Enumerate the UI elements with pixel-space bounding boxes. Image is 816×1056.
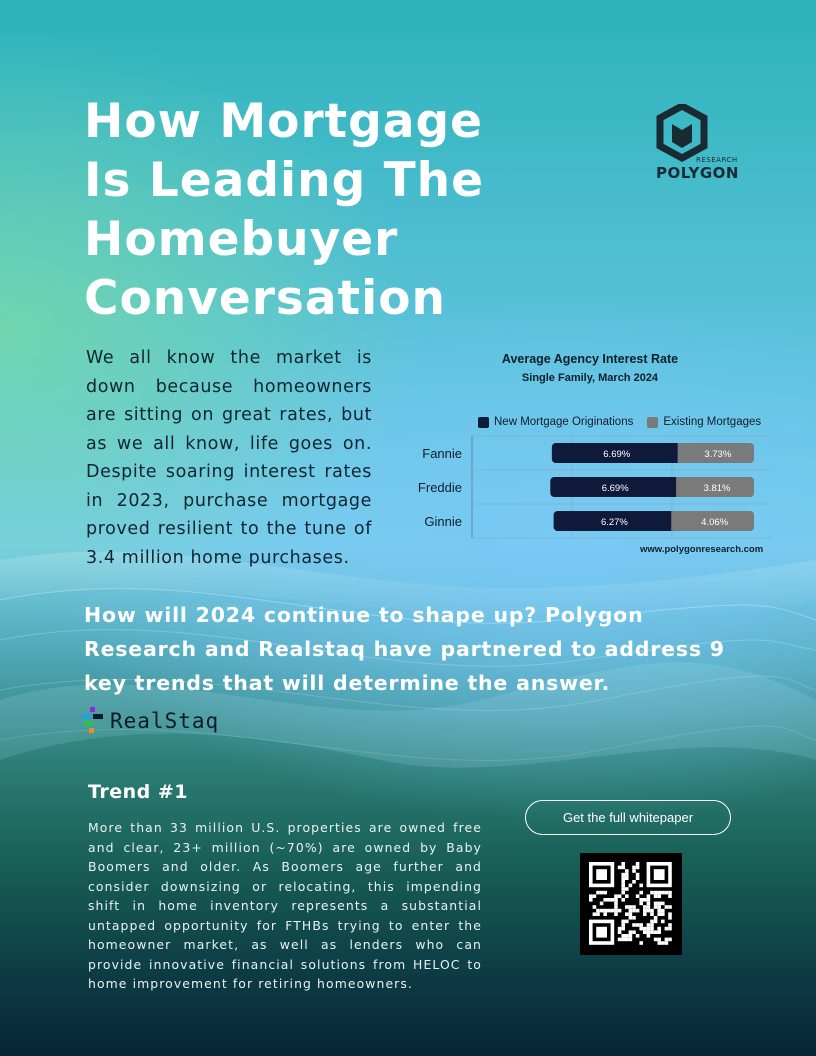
qr-module — [668, 894, 672, 898]
qr-module — [643, 909, 647, 913]
chart-plot — [404, 344, 804, 544]
qr-module — [643, 912, 647, 916]
qr-module — [629, 909, 633, 913]
qr-module — [614, 905, 618, 909]
qr-module — [654, 891, 658, 895]
qr-module — [639, 891, 643, 895]
qr-module — [654, 869, 665, 880]
qr-module — [636, 923, 640, 927]
qr-module — [665, 938, 669, 942]
qr-module — [657, 909, 661, 913]
interest-rate-chart — [404, 344, 804, 564]
qr-module — [647, 894, 651, 898]
qr-module — [661, 891, 665, 895]
qr-module — [632, 905, 636, 909]
get-whitepaper-button[interactable]: Get the full whitepaper — [525, 800, 731, 835]
qr-module — [657, 912, 661, 916]
qr-module — [650, 927, 654, 931]
qr-module — [650, 891, 654, 895]
qr-module — [657, 902, 661, 906]
qr-module — [621, 887, 625, 891]
qr-module — [607, 898, 611, 902]
trend-title: Trend #1 — [88, 781, 189, 803]
chart-category-label: Ginnie — [424, 514, 462, 529]
qr-module — [668, 927, 672, 931]
polygon-logo — [648, 104, 748, 184]
qr-module — [629, 884, 633, 888]
qr-module — [647, 905, 651, 909]
qr-module — [657, 894, 661, 898]
qr-module — [593, 894, 597, 898]
qr-module — [618, 927, 622, 931]
qr-module — [589, 898, 593, 902]
qr-module — [639, 927, 643, 931]
chart-title: Average Agency Interest Rate — [501, 352, 679, 366]
qr-module — [607, 909, 611, 913]
qr-module — [629, 916, 633, 920]
qr-module — [657, 938, 661, 942]
qr-module — [650, 912, 654, 916]
realstaq-mark-icon — [82, 707, 104, 735]
qr-module — [639, 898, 643, 902]
qr-module — [614, 912, 618, 916]
qr-module — [668, 923, 672, 927]
qr-module — [603, 912, 607, 916]
bar-join — [678, 443, 686, 463]
qr-module — [596, 927, 607, 938]
qr-module — [618, 938, 622, 942]
qr-module — [639, 923, 643, 927]
qr-module — [650, 923, 654, 927]
qr-module — [647, 934, 651, 938]
qr-module — [668, 938, 672, 942]
qr-module — [625, 887, 629, 891]
trend-body: More than 33 million U.S. properties are owned free and clear, 23+ million (~70%) are owned by Baby Boomers and older. As Boomers age further and consider downsizing or relocating, this impending shift in home inventory represents a substantial untapped opportunity for FTHBs trying to enter the homeowner market, as well as lenders who can provide innovative financial solutions from HELOC to home improvement for retiring homeowners. — [88, 820, 482, 991]
qr-module — [654, 920, 658, 924]
qr-module — [625, 934, 629, 938]
qr-module — [621, 866, 625, 870]
qr-module — [621, 934, 625, 938]
qr-module — [603, 891, 607, 895]
qr-module — [632, 909, 636, 913]
qr-module — [632, 916, 636, 920]
qr-module — [661, 912, 665, 916]
qr-module — [629, 938, 633, 942]
qr-module — [665, 905, 669, 909]
qr-module — [654, 894, 658, 898]
qr-module — [600, 891, 604, 895]
chart-source: www.polygonresearch.com — [640, 544, 764, 555]
data-label-existing: 4.06% — [701, 517, 729, 528]
qr-module — [632, 923, 636, 927]
logo-name: POLYGON — [656, 164, 739, 182]
qr-module — [647, 902, 651, 906]
data-label-existing: 3.73% — [704, 449, 732, 460]
qr-module — [625, 869, 629, 873]
qr-module — [668, 912, 672, 916]
qr-module — [657, 941, 661, 945]
qr-module — [643, 905, 647, 909]
headline: How will 2024 continue to shape up? Polygon Research and Realstaq have partnered to address 9 key trends that will determine the answer. — [84, 603, 725, 695]
qr-module — [625, 873, 629, 877]
qr-code[interactable] — [580, 853, 682, 955]
qr-module — [621, 920, 625, 924]
data-label-new: 6.69% — [601, 483, 629, 494]
qr-module — [589, 894, 593, 898]
realstaq-logo — [82, 706, 219, 736]
qr-module — [668, 905, 672, 909]
qr-module — [611, 909, 615, 913]
qr-module — [647, 898, 651, 902]
intro-paragraph: We all know the market is down because homeowners are sitting on great rates, but as we all know, life goes on. Despite soaring interest rates in 2023, purchase mortgage proved resilient to the tune of 3.4 million home purchases. — [86, 348, 372, 568]
qr-module — [621, 876, 625, 880]
qr-module — [629, 912, 633, 916]
qr-module — [643, 927, 647, 931]
qr-module — [603, 898, 607, 902]
qr-module — [621, 873, 625, 877]
qr-module — [621, 938, 625, 942]
qr-module — [639, 902, 643, 906]
qr-module — [618, 866, 622, 870]
qr-module — [632, 869, 636, 873]
qr-module — [636, 909, 640, 913]
qr-module — [621, 880, 625, 884]
qr-module — [625, 920, 629, 924]
qr-module — [600, 902, 604, 906]
qr-module — [668, 916, 672, 920]
qr-module — [621, 884, 625, 888]
qr-module — [647, 930, 651, 934]
qr-module — [636, 934, 640, 938]
qr-module — [661, 920, 665, 924]
qr-module — [643, 898, 647, 902]
chart-category-label: Fannie — [422, 446, 462, 461]
qr-module — [632, 930, 636, 934]
qr-module — [643, 930, 647, 934]
data-label-new: 6.69% — [603, 449, 631, 460]
qr-module — [654, 930, 658, 934]
qr-module — [657, 930, 661, 934]
qr-module — [600, 909, 604, 913]
qr-module — [654, 938, 658, 942]
qr-module — [647, 909, 651, 913]
qr-module — [650, 920, 654, 924]
qr-module — [647, 923, 651, 927]
qr-module — [621, 891, 625, 895]
qr-module — [596, 869, 607, 880]
qr-module — [621, 862, 625, 866]
qr-module — [657, 927, 661, 931]
qr-module — [593, 912, 597, 916]
qr-module — [614, 902, 618, 906]
chart-category-label: Freddie — [417, 480, 462, 495]
qr-module — [636, 862, 640, 866]
qr-module — [654, 916, 658, 920]
qr-module — [603, 909, 607, 913]
qr-module — [654, 905, 658, 909]
qr-module — [632, 880, 636, 884]
qr-module — [593, 905, 597, 909]
qr-module — [618, 894, 622, 898]
qr-module — [614, 898, 618, 902]
qr-module — [625, 894, 629, 898]
qr-module — [618, 930, 622, 934]
realstaq-name: RealStaq — [110, 709, 220, 733]
data-label-new: 6.27% — [600, 517, 628, 528]
qr-module — [657, 891, 661, 895]
qr-module — [621, 923, 625, 927]
qr-module — [611, 898, 615, 902]
qr-module — [661, 941, 665, 945]
qr-module — [657, 905, 661, 909]
data-label-existing: 3.81% — [703, 483, 731, 494]
chart-subtitle: Single Family, March 2024 — [521, 372, 659, 384]
qr-module — [596, 909, 600, 913]
qr-module — [636, 876, 640, 880]
logo-subtext: RESEARCH — [696, 156, 738, 164]
qr-module — [636, 873, 640, 877]
qr-module — [625, 912, 629, 916]
qr-module — [596, 891, 600, 895]
qr-module — [625, 876, 629, 880]
bar-join — [671, 511, 679, 531]
qr-module — [647, 927, 651, 931]
qr-code-image — [580, 853, 682, 955]
qr-module — [636, 866, 640, 870]
qr-module — [661, 902, 665, 906]
qr-module — [661, 909, 665, 913]
qr-module — [621, 927, 625, 931]
qr-module — [665, 941, 669, 945]
qr-module — [618, 909, 622, 913]
qr-module — [596, 912, 600, 916]
qr-module — [650, 930, 654, 934]
qr-module — [665, 927, 669, 931]
qr-module — [654, 902, 658, 906]
qr-module — [639, 941, 643, 945]
qr-module — [625, 938, 629, 942]
bar-join — [676, 477, 684, 497]
qr-module — [614, 909, 618, 913]
qr-module — [629, 930, 633, 934]
qr-module — [665, 891, 669, 895]
legend-label-existing: Existing Mortgages — [663, 416, 762, 428]
polygon-hexagon-icon — [656, 104, 708, 162]
qr-module — [614, 894, 618, 898]
legend-label-new: New Mortgage Originations — [494, 416, 634, 428]
qr-module — [625, 905, 629, 909]
qr-module — [629, 934, 633, 938]
qr-module — [629, 905, 633, 909]
qr-module — [639, 884, 643, 888]
qr-module — [621, 898, 625, 902]
qr-module — [636, 894, 640, 898]
qr-module — [668, 891, 672, 895]
qr-module — [650, 909, 654, 913]
qr-module — [632, 866, 636, 870]
page-title: How Mortgage Is Leading The Homebuyer Conversation — [84, 94, 484, 326]
